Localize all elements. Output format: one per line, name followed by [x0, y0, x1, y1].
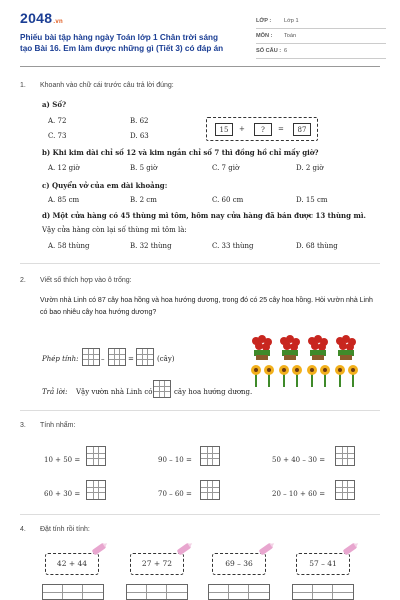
q4-expression: 57 – 41 — [309, 559, 337, 568]
q3-item-4: 60 + 30 = — [44, 490, 81, 498]
q3-answer-2[interactable] — [200, 446, 220, 466]
q4-expression: 42 + 44 — [56, 559, 88, 568]
q1a-option-d[interactable]: D. 63 — [130, 132, 149, 140]
q4-card-4 — [296, 553, 350, 575]
q1a-option-b[interactable]: B. 62 — [130, 117, 149, 125]
q3-answer-6[interactable] — [335, 480, 355, 500]
q1d-option-b[interactable]: B. 32 thùng — [130, 242, 172, 250]
q1c-option-d[interactable]: D. 15 cm — [296, 196, 328, 204]
q4-prompt: Đặt tính rồi tính: — [40, 526, 90, 533]
q4-expression: 27 + 72 — [141, 559, 173, 568]
q3-answer-3[interactable] — [335, 446, 355, 466]
q2-prompt: Viết số thích hợp vào ô trống: — [40, 277, 132, 284]
q1c-label: c) Quyển vở của em dài khoảng: — [42, 181, 168, 190]
q1a-option-c[interactable]: C. 73 — [48, 132, 67, 140]
eq-equals: = — [278, 125, 284, 133]
q3-item-2: 90 – 10 = — [158, 456, 192, 464]
q1d-option-a[interactable]: A. 58 thùng — [48, 242, 90, 250]
section-divider — [20, 263, 380, 264]
q2-answer-label: Trả lời: — [42, 388, 68, 396]
q2-answer-post: cây hoa hướng dương. — [174, 388, 253, 396]
pencil-icon — [343, 543, 358, 556]
q2-calc-input-2[interactable] — [108, 348, 126, 366]
eq-cell-unknown: ? — [254, 123, 272, 136]
q1b-label: b) Khi kim dài chỉ số 12 và kim ngắn chỉ số 7 thì đồng hồ chỉ mấy giờ? — [42, 148, 319, 157]
q1c-option-c[interactable]: C. 60 cm — [212, 196, 244, 204]
q2-calc-label: Phép tính: — [42, 355, 79, 363]
q3-item-5: 70 – 60 = — [158, 490, 192, 498]
rose-row — [252, 335, 356, 351]
q1b-option-c[interactable]: C. 7 giờ — [212, 164, 240, 172]
q2-calc-input-1[interactable] — [82, 348, 100, 366]
q1b-option-b[interactable]: B. 5 giờ — [130, 164, 158, 172]
q4-work-grid-2[interactable] — [126, 584, 188, 600]
q1a-equation-box — [206, 117, 318, 141]
q4-work-grid-4[interactable] — [292, 584, 354, 600]
q2-story: Vườn nhà Linh có 87 cây hoa hồng và hoa hướng dương, trong đó có 25 cây hoa hồng. Hỏi vườn nhà Linh có bao nhiêu cây hoa hướng dương? — [40, 297, 373, 316]
q2-calc-input-3[interactable] — [136, 348, 154, 366]
flower-pots-image — [246, 333, 358, 389]
section-divider — [20, 410, 380, 411]
q1b-option-a[interactable]: A. 12 giờ — [48, 164, 80, 172]
pencil-icon — [92, 543, 107, 556]
q1a-label: a) Số? — [42, 100, 67, 109]
meta-question-count: SỐ CÂU : 6 — [256, 48, 386, 54]
q3-number: 3. — [20, 422, 26, 429]
header-divider — [20, 66, 380, 67]
sunflower-row — [251, 365, 358, 387]
meta-subject: MÔN : Toán — [256, 33, 386, 39]
q1-prompt: Khoanh vào chữ cái trước câu trả lời đúng: — [40, 82, 174, 89]
q4-card-1 — [45, 553, 99, 575]
pencil-icon — [177, 543, 192, 556]
q1d-option-c[interactable]: C. 33 thùng — [212, 242, 254, 250]
eq-plus: + — [239, 125, 245, 133]
pencil-icon — [259, 543, 274, 556]
q2-minus: – — [101, 355, 105, 363]
q1-number: 1. — [20, 82, 26, 89]
q1d-label-question: Vậy cửa hàng còn lại số thùng mì tôm là: — [42, 226, 187, 234]
q3-item-3: 50 + 40 – 30 = — [272, 456, 326, 464]
q3-prompt: Tính nhẩm: — [40, 422, 76, 429]
q2-answer-input[interactable] — [153, 380, 171, 398]
q3-item-6: 20 – 10 + 60 = — [272, 490, 326, 498]
eq-cell-addend: 15 — [215, 123, 233, 136]
q2-number: 2. — [20, 277, 26, 284]
q4-card-2 — [130, 553, 184, 575]
q4-work-grid-3[interactable] — [208, 584, 270, 600]
q2-equals: = — [128, 355, 134, 363]
site-logo[interactable]: 2048.vn — [20, 10, 63, 26]
meta-class: LỚP : Lớp 1 — [256, 18, 386, 24]
q4-number: 4. — [20, 526, 26, 533]
q3-item-1: 10 + 50 = — [44, 456, 81, 464]
q1c-option-a[interactable]: A. 85 cm — [48, 196, 80, 204]
q4-work-grid-1[interactable] — [42, 584, 104, 600]
q1c-option-b[interactable]: B. 2 cm — [130, 196, 157, 204]
worksheet-title: Phiếu bài tập hàng ngày Toán lớp 1 Chân trời sáng tạo Bài 16. Em làm được những gì (Tiết 3) có đáp án — [20, 33, 224, 53]
q2-answer-pre: Vậy vườn nhà Linh có — [76, 388, 153, 396]
q3-answer-4[interactable] — [86, 480, 106, 500]
q1d-label: d) Một cửa hàng có 45 thùng mì tôm, hôm nay cửa hàng đã bán được 13 thùng mì. — [42, 211, 366, 220]
eq-cell-sum: 87 — [293, 123, 311, 136]
q3-answer-5[interactable] — [200, 480, 220, 500]
q4-card-3 — [212, 553, 266, 575]
section-divider — [20, 514, 380, 515]
q1a-option-a[interactable]: A. 72 — [48, 117, 67, 125]
q1b-option-d[interactable]: D. 2 giờ — [296, 164, 324, 172]
q1d-option-d[interactable]: D. 68 thùng — [296, 242, 338, 250]
q3-answer-1[interactable] — [86, 446, 106, 466]
q4-expression: 69 – 36 — [225, 559, 253, 568]
q2-unit: (cây) — [157, 355, 175, 363]
